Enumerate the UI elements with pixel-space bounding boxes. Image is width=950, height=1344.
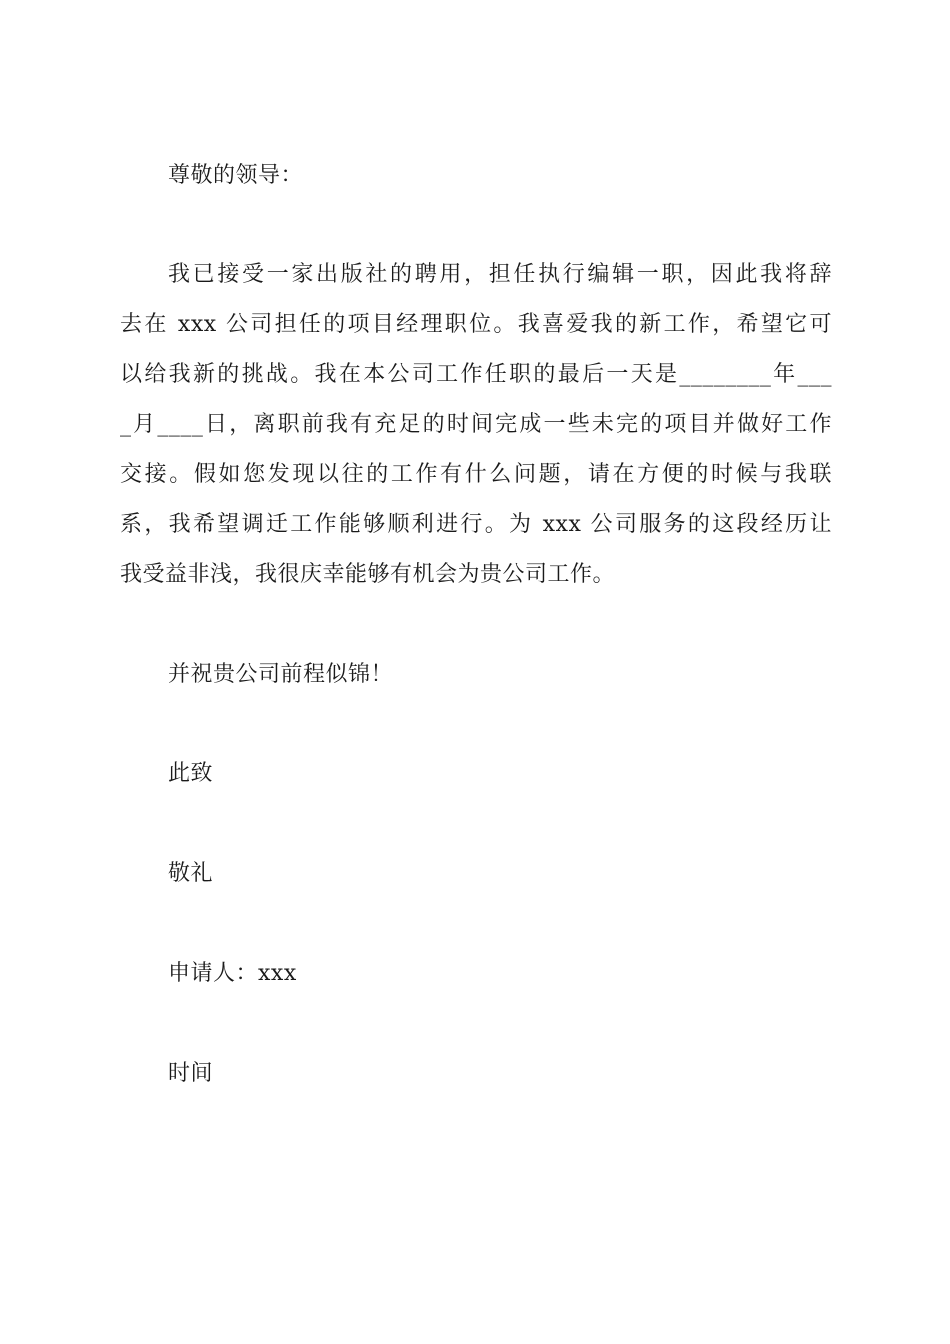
date-label: 时间 <box>168 1061 214 1086</box>
body-line: 以给我新的挑战。我在本公司工作任职的最后一天是________年___ <box>120 362 832 387</box>
body-line: 系，我希望调迁工作能够顺利进行。为 xxx 公司服务的这段经历让 <box>120 512 832 537</box>
wish-line: 并祝贵公司前程似锦！ <box>168 662 394 687</box>
closing-line-1: 此致 <box>168 761 214 786</box>
applicant-line: 申请人：xxx <box>168 961 297 986</box>
body-line: 去在 xxx 公司担任的项目经理职位。我喜爱我的新工作，希望它可 <box>120 312 832 337</box>
closing-line-2: 敬礼 <box>168 861 214 886</box>
body-line: 我已接受一家出版社的聘用，担任执行编辑一职，因此我将辞 <box>168 262 832 287</box>
salutation: 尊敬的领导： <box>168 163 304 188</box>
body-line: 交接。假如您发现以往的工作有什么问题，请在方便的时候与我联 <box>120 462 832 487</box>
body-line: _月____日，离职前我有充足的时间完成一些未完的项目并做好工作 <box>120 412 832 437</box>
body-line: 我受益非浅，我很庆幸能够有机会为贵公司工作。 <box>120 562 616 587</box>
body-paragraph <box>120 250 832 600</box>
